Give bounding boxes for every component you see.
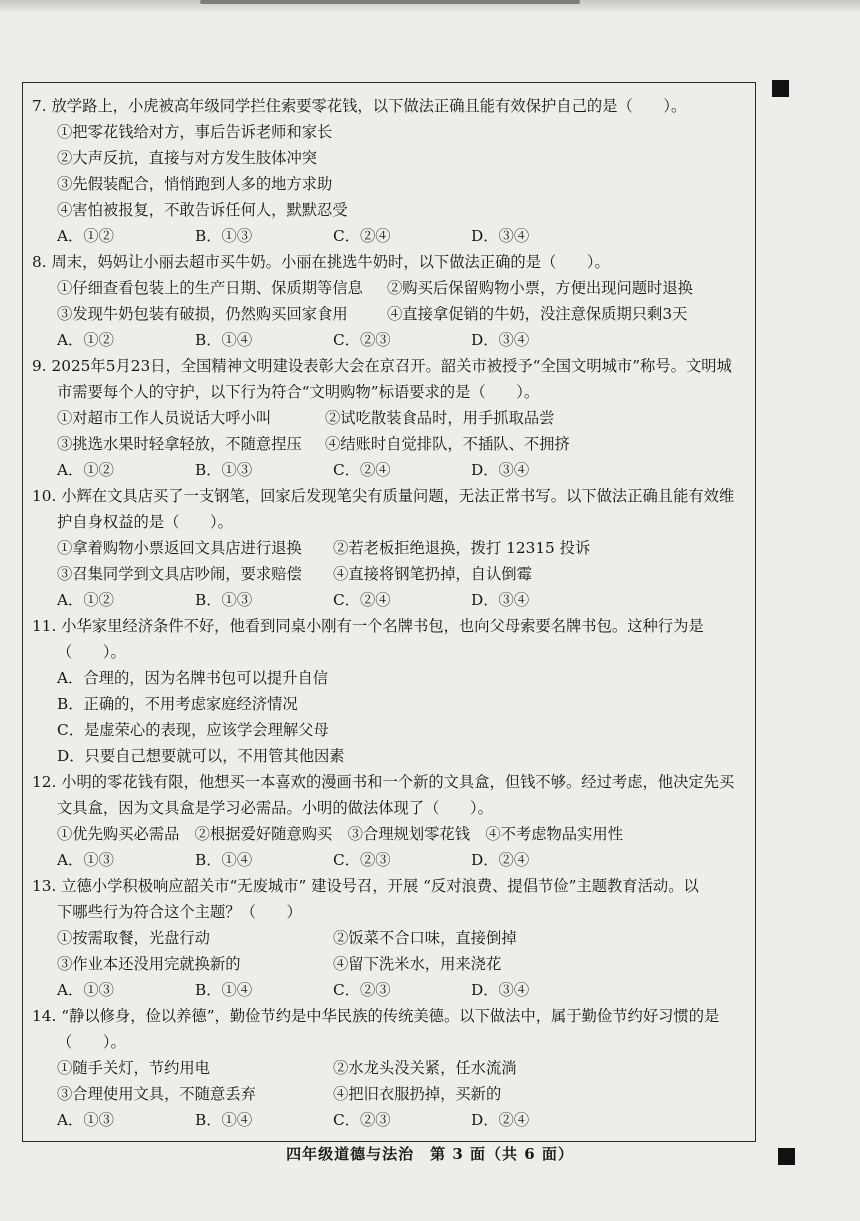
choice-c: C．②④ <box>333 461 391 479</box>
choice-a: A．①③ <box>57 1111 114 1129</box>
option-statement: ④直接将钢笔扔掉，自认倒霉 <box>333 565 532 583</box>
option-statement: ③挑选水果时轻拿轻放，不随意捏压 <box>57 435 302 453</box>
option-statement: ②大声反抗，直接与对方发生肢体冲突 <box>57 149 318 167</box>
question-number: 9. <box>32 357 47 375</box>
option-statement: ④把旧衣服扔掉，买新的 <box>333 1085 502 1103</box>
choice-c: C．②④ <box>333 591 391 609</box>
choice-d: D．②④ <box>471 851 530 869</box>
answer-choices <box>57 327 754 353</box>
option-statement: ①仔细查看包装上的生产日期、保质期等信息 <box>57 279 363 297</box>
choice-c: C．②③ <box>333 851 391 869</box>
answer-choices <box>57 847 754 873</box>
choice-d: D．③④ <box>471 461 530 479</box>
option-row <box>57 951 754 977</box>
choice-a: A．①③ <box>57 981 114 999</box>
question-number: 13. <box>32 877 57 895</box>
choice-a: A．①② <box>57 227 114 245</box>
option-row <box>57 561 754 587</box>
scan-top-smudge <box>200 0 580 4</box>
page-footer: 四年级道德与法治 第 3 面（共 6 面） <box>286 1145 574 1163</box>
stem-line: 立德小学积极响应韶关市“无废城市” 建设号召，开展 “反对浪费、提倡节俭”主题教育活动。以 <box>61 877 699 895</box>
option-row <box>57 535 754 561</box>
option-statement: ③合理使用文具，不随意丢弃 <box>57 1085 256 1103</box>
question-number: 11. <box>32 617 57 635</box>
choice-a: A．①② <box>57 331 114 349</box>
question-number: 12. <box>32 773 57 791</box>
question-stem <box>32 483 754 509</box>
answer-choices <box>57 587 754 613</box>
question-stem <box>32 93 754 119</box>
stem-line: 小明的零花钱有限，他想买一本喜欢的漫画书和一个新的文具盒，但钱不够。经过考虑，他决定先买 <box>61 773 735 791</box>
option-statement: ④直接拿促销的牛奶，没注意保质期只剩3天 <box>387 305 688 323</box>
question-11 <box>32 613 754 769</box>
option-statement: ②饭菜不合口味，直接倒掉 <box>333 929 517 947</box>
option-row <box>57 431 754 457</box>
option-row <box>57 405 754 431</box>
question-12 <box>32 769 754 873</box>
choice-b: B．①④ <box>195 851 253 869</box>
question-14 <box>32 1003 754 1133</box>
answer-choices <box>57 977 754 1003</box>
option-row <box>57 1055 754 1081</box>
stem-line: 2025年5月23日，全国精神文明建设表彰大会在京召开。韶关市被授予“全国文明城市”称号。文明城 <box>51 357 732 375</box>
answer-choices <box>57 223 754 249</box>
question-number: 8. <box>32 253 47 271</box>
question-number: 7. <box>32 97 47 115</box>
option-statement: A．合理的，因为名牌书包可以提升自信 <box>57 669 329 687</box>
stem-line: 护自身权益的是（ ）。 <box>57 513 233 531</box>
choice-d: D．③④ <box>471 981 530 999</box>
option-statement: ②水龙头没关紧，任水流淌 <box>333 1059 517 1077</box>
registration-mark-top <box>772 80 789 97</box>
choice-d: D．③④ <box>471 331 530 349</box>
stem-line: 小辉在文具店买了一支钢笔，回家后发现笔尖有质量问题，无法正常书写。以下做法正确且能有效维 <box>61 487 735 505</box>
option-statement: ①按需取餐，光盘行动 <box>57 929 210 947</box>
choice-c: C．②③ <box>333 1111 391 1129</box>
option-row <box>57 275 754 301</box>
question-stem <box>32 613 754 639</box>
option-row <box>57 1081 754 1107</box>
question-7 <box>32 93 754 249</box>
option-statement: ①把零花钱给对方，事后告诉老师和家长 <box>57 123 333 141</box>
option-row <box>57 925 754 951</box>
stem-line: （ ）。 <box>57 643 126 661</box>
stem-line: 下哪些行为符合这个主题？（ ） <box>57 903 302 921</box>
question-stem <box>32 1003 754 1029</box>
option-statement: ①优先购买必需品 ②根据爱好随意购买 ③合理规划零花钱 ④不考虑物品实用性 <box>57 825 623 843</box>
option-statement: B．正确的，不用考虑家庭经济情况 <box>57 695 298 713</box>
question-10 <box>32 483 754 613</box>
choice-d: D．③④ <box>471 227 530 245</box>
stem-line: 文具盒，因为文具盒是学习必需品。小明的做法体现了（ ）。 <box>57 799 493 817</box>
stem-line: 市需要每个人的守护，以下行为符合“文明购物”标语要求的是（ ）。 <box>57 383 540 401</box>
choice-b: B．①③ <box>195 227 253 245</box>
option-statement: ②若老板拒绝退换，拨打 12315 投诉 <box>333 539 591 557</box>
answer-choices <box>57 457 754 483</box>
choice-a: A．①③ <box>57 851 114 869</box>
choice-b: B．①④ <box>195 1111 253 1129</box>
choice-a: A．①② <box>57 461 114 479</box>
question-13 <box>32 873 754 1003</box>
option-statement: ③召集同学到文具店吵闹，要求赔偿 <box>57 565 302 583</box>
choice-c: C．②③ <box>333 331 391 349</box>
choice-d: D．③④ <box>471 591 530 609</box>
option-statement: ②试吃散装食品时，用手抓取品尝 <box>325 409 555 427</box>
question-number: 10. <box>32 487 57 505</box>
stem-line: “静以修身，俭以养德”，勤俭节约是中华民族的传统美德。以下做法中，属于勤俭节约好习惯的是 <box>61 1007 720 1025</box>
choice-c: C．②④ <box>333 227 391 245</box>
stem-line: （ ）。 <box>57 1033 126 1051</box>
stem-line: 周末，妈妈让小丽去超市买牛奶。小丽在挑选牛奶时，以下做法正确的是（ ）。 <box>51 253 610 271</box>
option-statement: ①对超市工作人员说话大呼小叫 <box>57 409 272 427</box>
question-number: 14. <box>32 1007 57 1025</box>
question-9 <box>32 353 754 483</box>
option-statement: D．只要自己想要就可以，不用管其他因素 <box>57 747 345 765</box>
option-statement: ④害怕被报复，不敢告诉任何人，默默忍受 <box>57 201 348 219</box>
choice-d: D．②④ <box>471 1111 530 1129</box>
option-row <box>57 301 754 327</box>
option-statement: C．是虚荣心的表现，应该学会理解父母 <box>57 721 329 739</box>
option-statement: ③先假装配合，悄悄跑到人多的地方求助 <box>57 175 333 193</box>
question-stem <box>32 353 754 379</box>
stem-line: 放学路上，小虎被高年级同学拦住索要零花钱，以下做法正确且能有效保护自己的是（ ）。 <box>51 97 687 115</box>
option-statement: ①随手关灯，节约用电 <box>57 1059 210 1077</box>
option-statement: ①拿着购物小票返回文具店进行退换 <box>57 539 302 557</box>
question-8 <box>32 249 754 353</box>
question-stem <box>32 769 754 795</box>
choice-b: B．①③ <box>195 461 253 479</box>
option-statement: ②购买后保留购物小票，方便出现问题时退换 <box>387 279 693 297</box>
option-statement: ④留下洗米水，用来浇花 <box>333 955 502 973</box>
option-statement: ③作业本还没用完就换新的 <box>57 955 241 973</box>
option-statement: ④结账时自觉排队，不插队、不拥挤 <box>325 435 570 453</box>
choice-a: A．①② <box>57 591 114 609</box>
question-stem <box>32 249 754 275</box>
choice-b: B．①④ <box>195 981 253 999</box>
answer-choices <box>57 1107 754 1133</box>
choice-b: B．①③ <box>195 591 253 609</box>
choice-b: B．①④ <box>195 331 253 349</box>
stem-line: 小华家里经济条件不好，他看到同桌小刚有一个名牌书包，也向父母索要名牌书包。这种行为是 <box>61 617 704 635</box>
question-list <box>32 93 754 1133</box>
choice-c: C．②③ <box>333 981 391 999</box>
option-statement: ③发现牛奶包装有破损，仍然购买回家食用 <box>57 305 348 323</box>
question-stem <box>32 873 754 899</box>
